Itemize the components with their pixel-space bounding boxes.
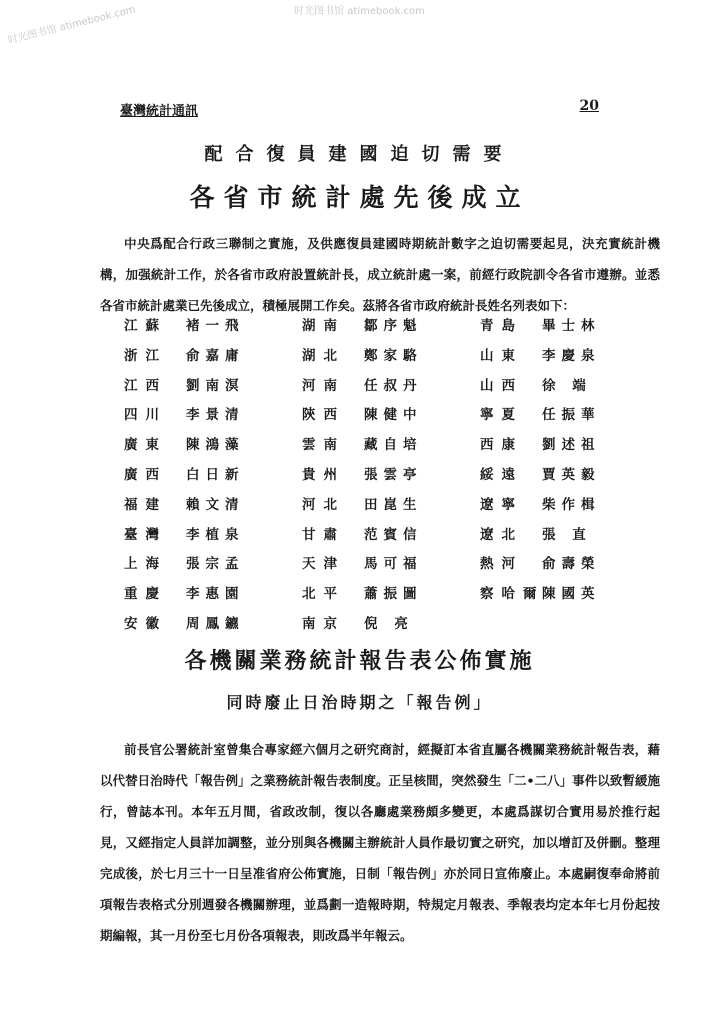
roster-province: 甘肅 [302, 526, 345, 543]
roster-province: 天津 [302, 556, 345, 573]
roster-province: 山西 [480, 377, 523, 394]
roster-row [124, 314, 644, 344]
roster-province: 遼北 [480, 526, 523, 543]
article1-subtitle: 配合復員建國迫切需要 [204, 144, 515, 165]
roster-province: 河北 [302, 496, 345, 513]
article1-paragraph: 中央爲配合行政三聯制之實施，及供應復員建國時期統計數字之迫切需要起見，決充實統計機構，加强統計工作，於各省市政府設置統計長，成立統計處一案，前經行政院訓令各省市遵辦。並悉各省市統計處業已先後成立，積極展開工作矣。茲將各省市政府統計長姓名列表如下： [100, 236, 660, 313]
roster-name: 陳國英 [542, 586, 601, 603]
statistician-roster [124, 314, 644, 642]
roster-province: 安徽 [124, 615, 167, 632]
roster-name: 鄭家駱 [364, 347, 423, 364]
roster-province: 青島 [480, 318, 523, 334]
journal-title: 臺灣統計通訊 [120, 104, 199, 119]
article2-title: 各機關業務統計報告表公佈實施 [184, 648, 535, 674]
roster-name: 鄒序魁 [364, 318, 423, 334]
roster-province: 湖北 [302, 347, 345, 364]
roster-name: 田崑生 [364, 496, 423, 513]
roster-province: 西康 [480, 437, 523, 454]
roster-province: 雲南 [302, 437, 345, 454]
roster-province: 福建 [124, 496, 167, 513]
roster-row [124, 433, 644, 463]
roster-name: 倪 亮 [364, 615, 414, 632]
roster-province: 綏遠 [480, 466, 523, 483]
roster-name: 李景清 [186, 407, 245, 424]
watermark-top: 时光图书馆 atimebook.com [294, 6, 425, 17]
roster-name: 李惠園 [186, 586, 245, 603]
article2-paragraph: 前長官公署統計室曾集合專家經六個月之研究商討，經擬訂本省直屬各機關業務統計報告表，藉以代替日治時代「報告例」之業務統計報告表制度。正呈核間，突然發生「二•二八」事件以致暫緩施行，曾誌本刊。本年五月間，省政改制，復以各廳處業務頗多變更，本處爲謀切合實用易於推行起見，又經指定人員詳加調整，並分別與各機關主辦統計人員作最切實之研究，加以增訂及併刪。整理完成後，於七月三十一日呈准省府公佈實施，日制「報告例」亦於同日宣佈廢止。本處嗣復奉命將前項報告表格式分別週發各機關辦理，並爲劃一造報時期，特規定月報表、季報表均定本年七月份起按期編報，其一月份至七月份各項報表，則改爲半年報云。 [100, 742, 660, 943]
roster-name: 馬可福 [364, 556, 423, 573]
roster-province: 陝西 [302, 407, 345, 424]
roster-name: 俞嘉庸 [186, 347, 245, 364]
roster-province: 貴州 [302, 466, 345, 483]
roster-row [124, 374, 644, 404]
roster-name: 賴文清 [186, 496, 245, 513]
page-number: 20 [579, 98, 599, 114]
roster-name: 陳鴻藻 [186, 437, 245, 454]
roster-province: 山東 [480, 347, 523, 364]
roster-name: 蕭振圖 [364, 586, 423, 603]
roster-name: 俞壽榮 [542, 556, 601, 573]
roster-province: 廣西 [124, 466, 167, 483]
roster-province: 遼寧 [480, 496, 523, 513]
roster-name: 白日新 [186, 466, 245, 483]
roster-name: 徐 端 [542, 377, 592, 394]
roster-name: 藏自培 [364, 437, 423, 454]
roster-name: 范賓信 [364, 526, 423, 543]
roster-province: 重慶 [124, 586, 167, 603]
roster-province: 江蘇 [124, 318, 167, 334]
roster-province: 臺灣 [124, 526, 167, 543]
article2-subtitle: 同時廢止日治時期之「報告例」 [226, 693, 493, 712]
roster-name: 劉南溟 [186, 377, 245, 394]
article1-title: 各省市統計處先後成立 [189, 183, 530, 212]
roster-name: 陳健中 [364, 407, 423, 424]
roster-province: 江西 [124, 377, 167, 394]
roster-row [124, 403, 644, 433]
roster-row [124, 344, 644, 374]
roster-name: 畢士林 [542, 318, 601, 334]
roster-name: 劉述祖 [542, 437, 601, 454]
roster-name: 任叔丹 [364, 377, 423, 394]
roster-name: 李慶泉 [542, 347, 601, 364]
roster-row [124, 463, 644, 493]
roster-province: 四川 [124, 407, 167, 424]
roster-row [124, 493, 644, 523]
roster-row [124, 552, 644, 582]
roster-province: 廣東 [124, 437, 167, 454]
roster-name: 張 直 [542, 526, 592, 543]
roster-row [124, 523, 644, 553]
roster-province: 熱河 [480, 556, 523, 573]
roster-province: 浙江 [124, 347, 167, 364]
roster-province: 察哈爾 [480, 586, 545, 603]
roster-province: 北平 [302, 586, 345, 603]
roster-province: 上海 [124, 556, 167, 573]
watermark-left: 时光图书馆 atimebook.com [6, 4, 137, 47]
roster-name: 任振華 [542, 407, 601, 424]
roster-name: 張宗孟 [186, 556, 245, 573]
roster-row [124, 612, 644, 642]
roster-name: 柴作楫 [542, 496, 601, 513]
roster-name: 賈英毅 [542, 466, 601, 483]
roster-name: 張雲亭 [364, 466, 423, 483]
roster-province: 南京 [302, 615, 345, 632]
roster-name: 周鳳鑣 [186, 615, 245, 632]
roster-province: 河南 [302, 377, 345, 394]
roster-name: 李植泉 [186, 526, 245, 543]
roster-province: 寧夏 [480, 407, 523, 424]
roster-name: 褚一飛 [186, 318, 245, 334]
roster-row [124, 582, 644, 612]
roster-province: 湖南 [302, 318, 345, 334]
page-header [120, 100, 599, 120]
